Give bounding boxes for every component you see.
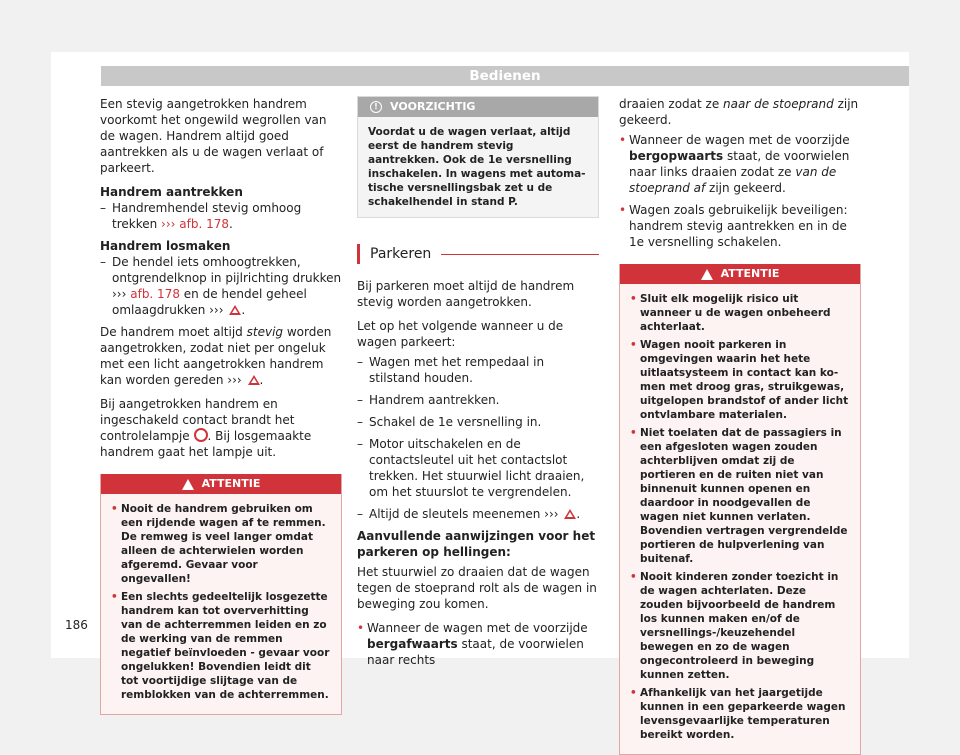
attention-box — [100, 474, 342, 715]
intro-paragraph: Een stevig aangetrokken handrem voorkomt het ongewild wegrollen van de wagen. Handrem altijd goed aantrekken als u de wagen verlaat of parkeert. — [100, 97, 327, 175]
column-3 — [619, 96, 861, 755]
step-item: – De hendel iets omhoogtrekken, ontgrendelknop in pijlrichting drukken ››› afb. 178 en de hendel geheel omlaagdrukken ››› . — [100, 255, 342, 317]
warning-icon — [564, 509, 576, 519]
warning-icon — [182, 479, 194, 490]
step-item: – Motor uitschakelen en de contactsleutel uit het contactslot trekken. Het stuurwiel licht draaien, om het stuurslot te vergrendelen. — [357, 437, 585, 499]
caution-box: ! VOORZICHTIG Voordat u de wagen verlaat, altijd eerst de handrem stevig aantrekken. Ook de 1e versnelling inschakelen. In wagens met automatische versnellingsbak zet u de schakelhendel in stand P. — [357, 96, 599, 218]
warning-icon — [701, 269, 713, 280]
figure-link[interactable]: ››› afb. 178 — [161, 217, 229, 231]
list-item: • Een slechts gedeeltelijk losgezette handrem kan tot oververhitting van de achterremmen leiden en zo de werking van de remmen negatief beïnvloeden - gevaar voor ongelukken! Bovendien leidt dit tot voortijdige slijtage van de remblokken van de achterremmen. — [111, 591, 330, 701]
column-2 — [357, 96, 599, 674]
page-number: 186 — [65, 618, 88, 632]
attention-title: ATTENTIE — [720, 267, 780, 280]
figure-link[interactable]: afb. 178 — [130, 287, 180, 301]
paragraph: Bij parkeren moet altijd de handrem stevig worden aangetrokken. — [357, 279, 575, 309]
list-item: • Sluit elk mogelijk risico uit wanneer u de wagen onbeheerd achterlaat. — [630, 293, 831, 333]
header-title: Bedienen — [469, 68, 541, 84]
section-heading — [357, 244, 599, 264]
info-icon: ! — [370, 101, 382, 113]
warning-icon — [248, 375, 260, 385]
attention-title: ATTENTIE — [201, 477, 261, 490]
list-item: • Niet toelaten dat de passagiers in een afgesloten wagen zouden achterblijven omdat zij de portieren en de ruiten niet van binnenuit kunnen openen en daardoor in noodgevallen de wagen niet kunnen verlaten. Bovendien vertragen vergrendelde portieren de hulpverlening van buitenaf. — [630, 427, 848, 565]
column-1 — [100, 96, 342, 715]
section-title: Parkeren — [370, 246, 432, 262]
paragraph: Het stuurwiel zo draaien dat de wagen tegen de stoeprand rolt als de wagen in beweging zou komen. — [357, 565, 597, 611]
page — [51, 52, 909, 741]
list-item: • Afhankelijk van het jaargetijde kunnen in een geparkeerde wagen levensgevaarlijke temperaturen bereikt worden. — [630, 687, 846, 741]
brake-lamp-icon — [194, 428, 208, 442]
paragraph: draaien zodat ze naar de stoeprand zijn gekeerd. — [619, 97, 859, 127]
caution-title: VOORZICHTIG — [390, 100, 476, 113]
attention-box — [619, 264, 861, 755]
heading-handrem-aantrekken: Handrem aantrekken — [100, 185, 243, 199]
step-item: – Handremhendel stevig omhoog trekken ››› afb. 178. — [100, 201, 302, 231]
header-bar — [101, 66, 909, 86]
subheading: Aanvullende aanwijzingen voor het parkeren op hellingen: — [357, 529, 596, 559]
step-item: – Wagen met het rempedaal in stilstand houden. — [357, 355, 545, 385]
list-item: • Nooit de handrem gebruiken om een rijdende wagen af te remmen. De remweg is veel langer omdat alleen de achterwielen worden afgeremd. Gevaar voor ongevallen! — [111, 503, 326, 585]
list-item: • Wanneer de wagen met de voorzijde bergafwaarts staat, de voorwielen naar rechts — [357, 621, 588, 667]
paragraph: De handrem moet altijd stevig worden aangetrokken, zodat niet per ongeluk met een licht aangetrokken handrem kan worden gereden ››› . — [100, 325, 332, 387]
warning-icon — [229, 305, 241, 315]
heading-handrem-losmaken: Handrem losmaken — [100, 239, 231, 253]
step-item: – Handrem aantrekken. — [357, 393, 500, 407]
list-item: • Wagen zoals gebruikelijk beveiligen: handrem stevig aantrekken en in de 1e versnelling schakelen. — [619, 203, 848, 249]
step-item: – Altijd de sleutels meenemen ››› . — [357, 507, 581, 521]
list-item: • Nooit kinderen zonder toezicht in de wagen achterlaten. Deze zouden bijvoorbeeld de handrem los kunnen maken en/of de versnellings-/keuzehendel bewegen en zo de wagen ongecontroleerd in beweging kunnen zetten. — [630, 571, 839, 681]
list-item: • Wanneer de wagen met de voorzijde bergopwaarts staat, de voorwielen naar links draaien zodat ze van de stoeprand af zijn gekeerd. — [619, 133, 850, 195]
list-item: • Wagen nooit parkeren in omgevingen waarin het hete uitlaatsysteem in contact kan komen met droog gras, struikgewas, uitgelopen brandstof of ander licht ontvlambare materialen. — [630, 339, 849, 421]
paragraph: Let op het volgende wanneer u de wagen parkeert: — [357, 319, 564, 349]
paragraph: Bij aangetrokken handrem en ingeschakeld contact brandt het controlelampje . Bij losgemaakte handrem gaat het lampje uit. — [100, 397, 312, 459]
step-item: – Schakel de 1e versnelling in. — [357, 415, 542, 429]
